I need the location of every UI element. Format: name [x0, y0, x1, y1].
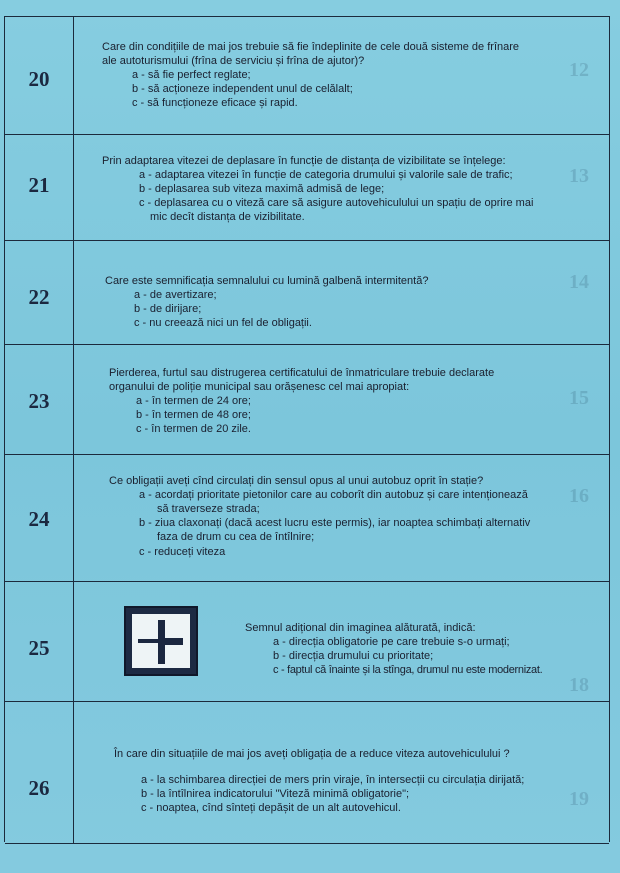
answer-option-a[interactable]: a - adaptarea vitezei în funcție de categoria drumului și valorile sale de trafic; [139, 169, 513, 181]
answer-option-c[interactable]: c - faptul că înainte și la stînga, drumul nu este modernizat. [273, 664, 543, 676]
answer-option-c[interactable]: c - reduceți viteza [139, 546, 226, 558]
question-text-line: Care este semnificația semnalului cu lumină galbenă intermitentă? [105, 275, 429, 287]
bleed-through-mark: 15 [569, 387, 589, 409]
answer-option-b[interactable]: b - la întîlnirea indicatorului "Viteză minimă obligatorie"; [141, 788, 410, 800]
answer-option-b[interactable]: b - de dirijare; [134, 303, 202, 315]
answer-option-a[interactable]: a - în termen de 24 ore; [136, 395, 251, 407]
bleed-through-mark: 13 [569, 165, 589, 187]
question-text-line: ale autoturismului (frîna de serviciu și frîna de ajutor)? [102, 55, 365, 67]
number-cell [5, 455, 74, 582]
number-cell [5, 17, 74, 135]
bleed-through-mark: 12 [569, 59, 589, 81]
answer-option-b[interactable]: b - deplasarea sub viteza maximă admisă de lege; [139, 183, 385, 195]
question-text-line: În care din situațiile de mai jos aveți obligația de a reduce viteza autovehiculului ? [114, 748, 510, 760]
number-cell [5, 702, 74, 843]
question-row-23 [5, 344, 609, 455]
answer-option-a-cont: să traverseze strada; [157, 503, 260, 515]
answer-option-c[interactable]: c - să funcționeze eficace și rapid. [132, 97, 298, 109]
question-row-25 [5, 581, 609, 702]
answer-option-a[interactable]: a - acordați prioritate pietonilor care au coborît din autobuz și care intenționează [139, 489, 528, 501]
question-number: 20 [28, 67, 50, 91]
sign-panel [132, 614, 190, 668]
answer-option-c[interactable]: c - nu creează nici un fel de obligații. [134, 317, 312, 329]
question-number: 21 [28, 173, 50, 197]
priority-road-direction-icon [132, 614, 190, 668]
answer-option-c[interactable]: c - în termen de 20 zile. [136, 423, 251, 435]
answer-option-c[interactable]: c - deplasarea cu o viteză care să asigure autovehiculului un spațiu de oprire mai [139, 197, 534, 209]
answer-option-b-cont: faza de drum cu cea de întîlnire; [157, 531, 315, 543]
question-text-line: Care din condițiile de mai jos trebuie să fie îndeplinite de cele două sisteme de frînare [102, 41, 520, 53]
question-row-26 [5, 701, 609, 844]
answer-option-b[interactable]: b - să acționeze independent unul de celălalt; [132, 83, 353, 95]
questions-table [4, 16, 610, 842]
question-number: 24 [28, 507, 50, 531]
bleed-through-mark: 19 [569, 788, 589, 810]
question-text-line: Ce obligații aveți cînd circulați din sensul opus al unui autobuz oprit în stație? [109, 475, 484, 487]
answer-option-a[interactable]: a - direcția obligatorie pe care trebuie s-o urmați; [273, 636, 510, 648]
question-row-24 [5, 454, 609, 582]
bleed-through-mark: 14 [569, 271, 589, 293]
question-row-20 [5, 16, 609, 135]
answer-option-a[interactable]: a - să fie perfect reglate; [132, 69, 251, 81]
question-number: 25 [28, 636, 50, 660]
question-text-line: Prin adaptarea vitezei de deplasare în funcție de distanța de vizibilitate se înțelege: [102, 155, 506, 167]
number-cell [5, 135, 74, 241]
bleed-through-mark: 18 [569, 674, 589, 696]
answer-option-b[interactable]: b - ziua claxonați (dacă acest lucru este permis), iar noaptea schimbați alternativ [139, 517, 531, 529]
number-cell [5, 241, 74, 345]
question-text-line: Semnul adițional din imaginea alăturată, indică: [245, 622, 476, 634]
question-row-22 [5, 240, 609, 345]
number-cell [5, 582, 74, 702]
additional-sign-image [124, 606, 198, 676]
answer-option-b[interactable]: b - direcția drumului cu prioritate; [273, 650, 434, 662]
question-number: 22 [28, 285, 50, 309]
answer-option-a[interactable]: a - la schimbarea direcției de mers prin viraje, în intersecții cu circulația dirijată; [141, 774, 525, 786]
question-row-21 [5, 134, 609, 241]
question-number: 26 [28, 776, 50, 800]
answer-option-c[interactable]: c - noaptea, cînd sînteți depășit de un alt autovehicul. [141, 802, 401, 814]
question-text-line: organului de poliție municipal sau orășenesc cel mai apropiat: [109, 381, 410, 393]
question-number: 23 [28, 389, 50, 413]
question-text-line: Pierderea, furtul sau distrugerea certificatului de înmatriculare trebuie declarate [109, 367, 495, 379]
bleed-through-mark: 16 [569, 485, 589, 507]
answer-option-a[interactable]: a - de avertizare; [134, 289, 217, 301]
answer-option-b[interactable]: b - în termen de 48 ore; [136, 409, 251, 421]
answer-option-c-cont: mic decît distanța de vizibilitate. [150, 211, 305, 223]
number-cell [5, 345, 74, 455]
